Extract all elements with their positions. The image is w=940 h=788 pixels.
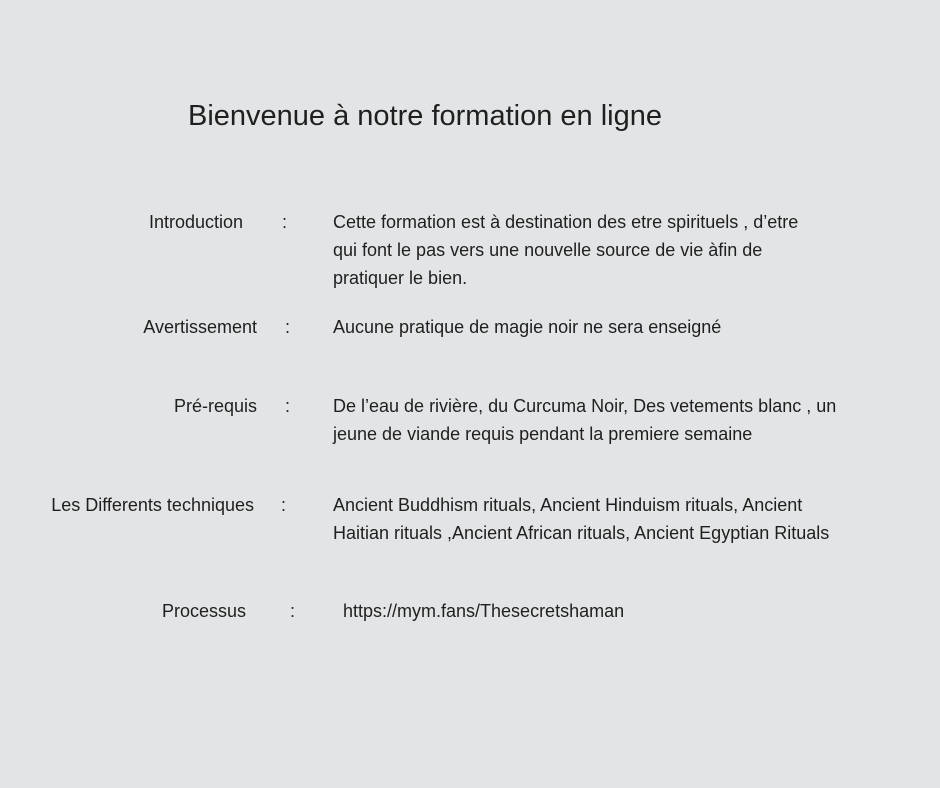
row-label: Pré-requis	[173, 396, 257, 416]
row-value	[333, 392, 893, 448]
value-line: qui font le pas vers une nouvelle source de vie àfin de	[333, 240, 763, 260]
row-colon: :	[285, 317, 291, 337]
row-value	[333, 491, 893, 547]
row-label: Les Differents techniques	[51, 495, 254, 515]
value-line: Haitian rituals ,Ancient African rituals, Ancient Egyptian Rituals	[333, 523, 830, 543]
value-line: jeune de viande requis pendant la premiere semaine	[333, 424, 753, 444]
row-colon: :	[290, 601, 296, 621]
value-line: Cette formation est à destination des etre spirituels , d’etre	[333, 212, 799, 232]
row-value	[333, 208, 893, 292]
value-line: De l’eau de rivière, du Curcuma Noir, Des vetements blanc , un	[333, 396, 837, 416]
processus-link[interactable]: https://mym.fans/Thesecretshaman	[343, 601, 625, 621]
row-label: Introduction	[148, 212, 243, 232]
row-value	[343, 597, 903, 625]
row-colon: :	[282, 212, 288, 232]
value-line: pratiquer le bien.	[333, 268, 468, 288]
row-label: Processus	[161, 601, 246, 621]
row-colon: :	[285, 396, 291, 416]
row-value	[333, 313, 893, 341]
row-colon: :	[281, 495, 287, 515]
row-label: Avertissement	[143, 317, 257, 337]
value-line: Ancient Buddhism rituals, Ancient Hinduism rituals, Ancient	[333, 495, 803, 515]
value-line: Aucune pratique de magie noir ne sera enseigné	[333, 317, 722, 337]
page-title: Bienvenue à notre formation en ligne	[188, 100, 662, 132]
